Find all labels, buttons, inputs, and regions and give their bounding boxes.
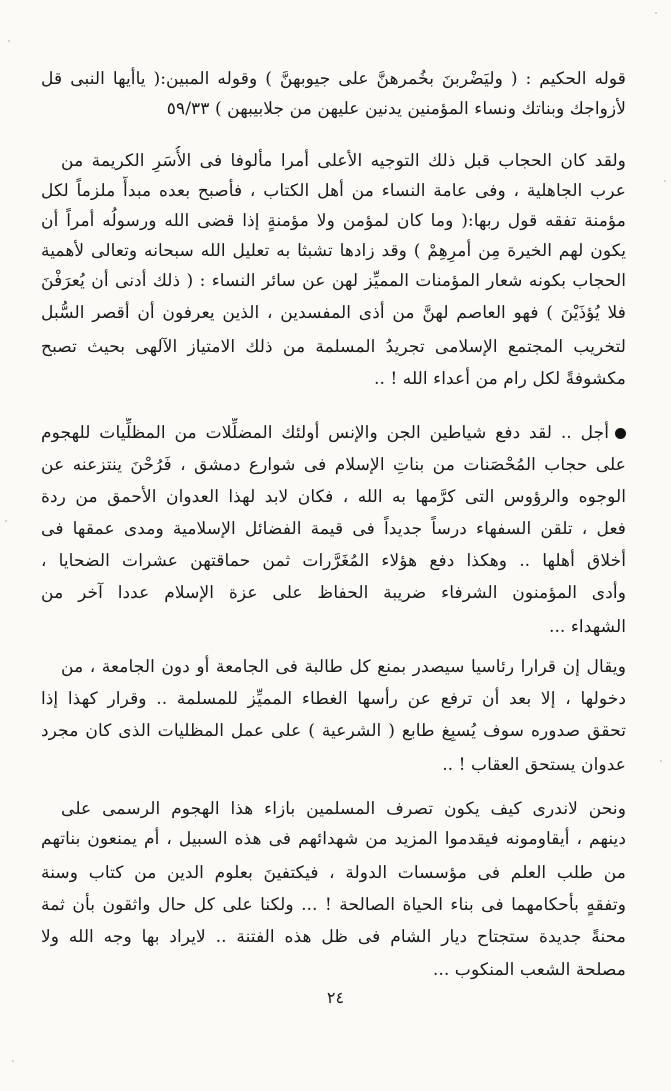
scan-speck [660, 760, 662, 762]
text-line: مكشوفةً لكل رام من أعداء الله ! .. [374, 369, 626, 389]
text-line: الحجاب بكونه شعار المؤمنات المميِّز لهن عن سائر النساء : ( ذلك أدنى أن يُعرَفْنَ [41, 271, 626, 291]
text-line-content: أجل .. لقد دفع شياطين الجن والإنس أولئك المضلِّلات من المظلِّيات للهجوم [41, 423, 609, 443]
bullet-icon [615, 428, 626, 439]
text-line: عرب الجاهلية ، وفى عامة النساء من أهل الكتاب ، فأصبح بعده مبدأً ملزماً لكل [41, 181, 626, 201]
text-line: ويقال إن قرارا رئاسيا سيصدر بمنع كل طالبة فى الجامعة أو دون الجامعة ، من [61, 657, 626, 677]
scan-speck [8, 40, 10, 42]
text-line: دخولها ، إلا بعد أن ترفع عن رأسها الغطاء المميِّز للمسلمة .. وقرار كهذا إذا [41, 689, 626, 709]
scan-speck [5, 520, 7, 522]
text-line: محنةً جديدة ستجتاح ديار الشام فى ظل هذه الفتنة .. لايراد بها وجه الله ولا [41, 927, 626, 947]
scan-speck [655, 12, 657, 14]
text-line: تحقق صدوره سوف يُسبِغ طابع ( الشرعية ) على عمل المظليات الذى كان مجرد [41, 721, 626, 741]
text-line: وأدى المؤمنون الشرفاء ضريبة الحفاظ على عزة الإسلام عددا آخر من [41, 583, 626, 603]
text-line: مؤمنة تفقه قول ربها:( وما كان لمؤمن ولا مؤمنةٍ إذا قضى الله ورسولُه أمراً أن [41, 211, 626, 231]
text-line: دينهم ، أيقاومونه فيقدموا المزيد من شهدائهم فى هذه السبيل ، أم يمنعون بناتهم [41, 829, 626, 849]
bulleted-text-line [41, 418, 626, 448]
text-line: قوله الحكيم : ( وليَضْربنَ بخُمرهنَّ على جيوبهنَّ ) وقوله المبين:( ياأيها النبى قل [41, 69, 626, 89]
text-line: فلا يُؤذَيْنَ ) فهو العاصم لهنَّ من أذى المفسدين ، الذين يعرفون أن أقصر السُّبل [41, 303, 626, 323]
text-line: الوجوه والرؤوس التى كرَّمها به الله ، فكان لابد لهذا العدوان الأحمق من ردة [41, 487, 626, 507]
text-line: ولقد كان الحجاب قبل ذلك التوجيه الأعلى أمرا مألوفا فى الأُسَرِ الكريمة من [61, 151, 626, 171]
text-line: يكون لهم الخيرة مِن أمرِهِمْ ) وقد زادها تشبثا به تعليل الله سبحانه وتعالى لأهمية [41, 241, 626, 261]
text-line: فعل ، تلقن السفهاء درساً جديداً فى قيمة الفضائل الإسلامية ومدى عمقها فى [41, 519, 626, 539]
text-line: على حجاب المُحْصَنات من بناتِ الإسلام فى شوارع دمشق ، فَرُحْنَ ينتزعنه عن [41, 455, 626, 475]
text-line: من طلب العلم فى مؤسسات الدولة ، فيكتفينَ بعلوم الدين من كتاب وسنة [41, 863, 626, 883]
text-line: وتفقهٍ بأحكامهما فى بناء الحياة الصالحة ! ... ولكنا على كل حال واثقون بأن ثمة [41, 895, 626, 915]
text-line: مصلحة الشعب المنكوب ... [432, 960, 626, 980]
scan-speck [12, 1060, 14, 1062]
text-line: عدوان يستحق العقاب ! .. [442, 755, 626, 775]
scan-speck [664, 180, 666, 182]
text-line: الشهداء ... [549, 617, 626, 637]
text-line: لتخريب المجتمع الإسلامى تجريدُ المسلمة من ذلك الامتياز الآلهى بحيث تصبح [41, 337, 626, 357]
text-line: لأزواجك وبناتك ونساء المؤمنين يدنين عليهن من جلابيبهن ) ٥٩/٣٣ [166, 99, 626, 119]
page-number: ٢٤ [326, 988, 345, 1007]
text-line: أخلاق أهلها .. وهكذا دفع هؤلاء المُغَرَّرات ثمن حماقتهن عشرات الضحايا ، [41, 551, 626, 571]
text-line: ونحن لاندرى كيف يكون تصرف المسلمين بازاء هذا الهجوم الرسمى على [61, 799, 626, 819]
